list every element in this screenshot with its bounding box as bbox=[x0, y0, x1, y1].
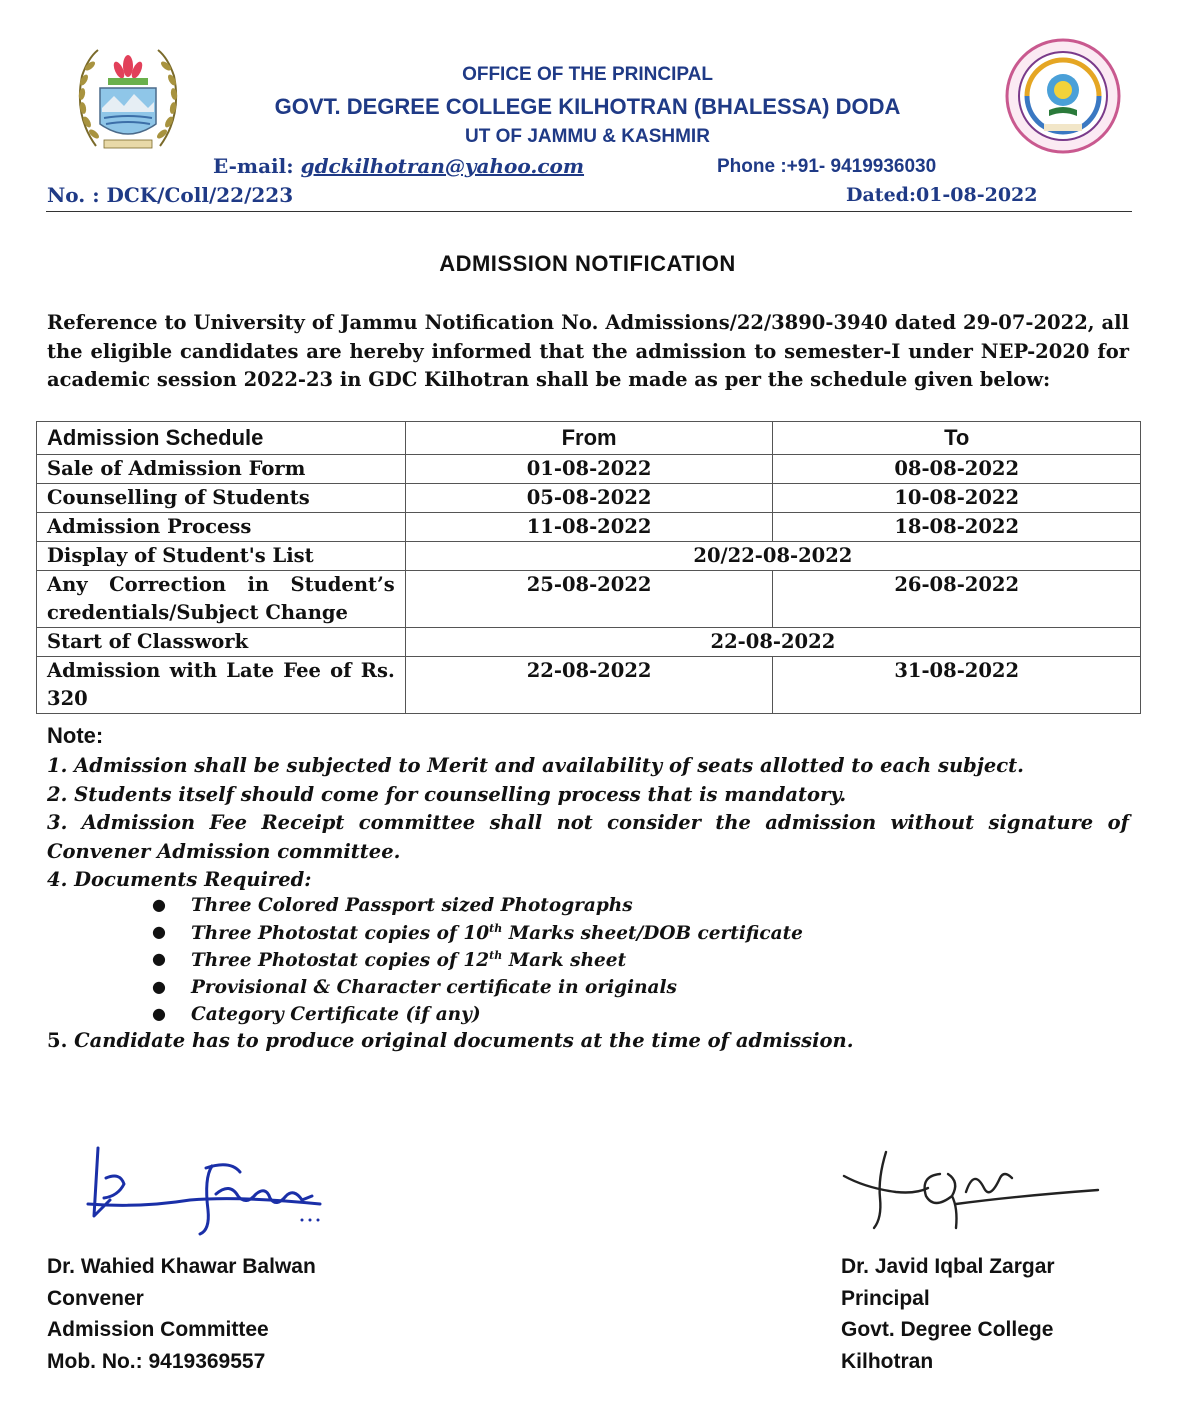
phone-number: Phone :+91- 9419936030 bbox=[717, 156, 937, 177]
principal-name: Dr. Javid Iqbal Zargar bbox=[841, 1255, 1055, 1278]
bullet-dot-icon: ● bbox=[152, 922, 166, 941]
row-label: Start of Classwork bbox=[37, 628, 406, 657]
column-header-schedule: Admission Schedule bbox=[37, 422, 406, 455]
principal-role: Principal bbox=[841, 1286, 930, 1310]
row-from-date: 05-08-2022 bbox=[405, 484, 773, 513]
bullet-text: Three Colored Passport sized Photographs bbox=[191, 895, 633, 916]
note-item-2: 2. Students itself should come for counselling process that is mandatory. bbox=[47, 783, 847, 806]
bullet-dot-icon: ● bbox=[152, 1004, 166, 1023]
table-row bbox=[37, 513, 1141, 542]
reference-number: No. : DCK/Coll/22/223 bbox=[47, 183, 294, 207]
row-to-date: 08-08-2022 bbox=[773, 455, 1141, 484]
bullet-dot-icon: ● bbox=[152, 895, 166, 914]
issue-date: Dated:01-08-2022 bbox=[846, 184, 1038, 206]
note-item-3: 3. Admission Fee Receipt committee shall not consider the admission without signature of Convener Admission committee. bbox=[47, 811, 1129, 863]
convener-committee: Admission Committee bbox=[47, 1318, 269, 1341]
row-merged-date: 22-08-2022 bbox=[405, 628, 1140, 657]
row-from-date: 01-08-2022 bbox=[405, 455, 773, 484]
convener-name: Dr. Wahied Khawar Balwan bbox=[47, 1255, 316, 1278]
bullet-text: Three Photostat copies of 12th Mark sheet bbox=[191, 949, 627, 972]
table-row bbox=[37, 628, 1141, 657]
row-merged-date: 20/22-08-2022 bbox=[405, 542, 1140, 571]
principal-block bbox=[841, 1251, 1055, 1377]
ut-name: UT OF JAMMU & KASHMIR bbox=[465, 126, 710, 147]
note-5-text: Candidate has to produce original documents at the time of admission. bbox=[74, 1029, 854, 1052]
row-to-date: 10-08-2022 bbox=[773, 484, 1141, 513]
table-header-row bbox=[37, 422, 1141, 455]
row-to-date: 31-08-2022 bbox=[773, 657, 1141, 714]
bullet-dot-icon: ● bbox=[152, 977, 166, 996]
bullet-dot-icon: ● bbox=[152, 949, 166, 968]
convener-mobile: Mob. No.: 9419369557 bbox=[47, 1349, 266, 1373]
intro-paragraph: Reference to University of Jammu Notification No. Admissions/22/3890-3940 dated 29-07-2022, all the eligible candidates are hereby informed that the admission to semester-I under NEP-2020 for academic session 2022-23 in GDC Kilhotran shall be made as per the schedule given below: bbox=[47, 311, 1129, 391]
table-row bbox=[37, 542, 1141, 571]
row-label: Admission Process bbox=[37, 513, 406, 542]
college-name: GOVT. DEGREE COLLEGE KILHOTRAN (BHALESSA) DODA bbox=[274, 94, 901, 119]
table-row bbox=[37, 484, 1141, 513]
email-link[interactable]: gdckilhotran@yahoo.com bbox=[300, 154, 585, 178]
row-from-date: 11-08-2022 bbox=[405, 513, 773, 542]
row-label: Any Correction in Student’s credentials/Subject Change bbox=[37, 571, 406, 628]
table-row bbox=[37, 657, 1141, 714]
bullet-text: Category Certificate (if any) bbox=[191, 1004, 481, 1025]
row-to-date: 26-08-2022 bbox=[773, 571, 1141, 628]
principal-org: Govt. Degree College bbox=[841, 1318, 1054, 1341]
table-row bbox=[37, 571, 1141, 628]
admission-schedule-table bbox=[36, 421, 1141, 714]
principal-signature bbox=[836, 1148, 1106, 1234]
email-label: E-mail: bbox=[213, 154, 301, 178]
email-line bbox=[213, 154, 584, 178]
note-heading: Note: bbox=[47, 723, 104, 748]
note-item-4: 4. Documents Required: bbox=[47, 868, 312, 891]
office-title: OFFICE OF THE PRINCIPAL bbox=[462, 64, 713, 85]
bullet-text: Provisional & Character certificate in originals bbox=[191, 977, 677, 998]
convener-signature bbox=[80, 1138, 340, 1238]
row-from-date: 22-08-2022 bbox=[405, 657, 773, 714]
row-label: Admission with Late Fee of Rs. 320 bbox=[37, 657, 406, 714]
note-5-number: 5. bbox=[47, 1029, 75, 1052]
header-divider bbox=[46, 211, 1132, 212]
row-from-date: 25-08-2022 bbox=[405, 571, 773, 628]
row-label: Sale of Admission Form bbox=[37, 455, 406, 484]
note-item-1: 1. Admission shall be subjected to Merit and availability of seats allotted to each subject. bbox=[47, 754, 1024, 777]
note-item-5 bbox=[47, 1029, 854, 1052]
notification-title: ADMISSION NOTIFICATION bbox=[439, 251, 736, 276]
convener-role: Convener bbox=[47, 1286, 144, 1310]
column-header-to: To bbox=[773, 422, 1141, 455]
table-row bbox=[37, 455, 1141, 484]
row-label: Counselling of Students bbox=[37, 484, 406, 513]
bullet-text: Three Photostat copies of 10th Marks sheet/DOB certificate bbox=[191, 922, 803, 945]
row-to-date: 18-08-2022 bbox=[773, 513, 1141, 542]
principal-place: Kilhotran bbox=[841, 1349, 934, 1373]
column-header-from: From bbox=[405, 422, 773, 455]
convener-block bbox=[47, 1251, 316, 1377]
row-label: Display of Student's List bbox=[37, 542, 406, 571]
